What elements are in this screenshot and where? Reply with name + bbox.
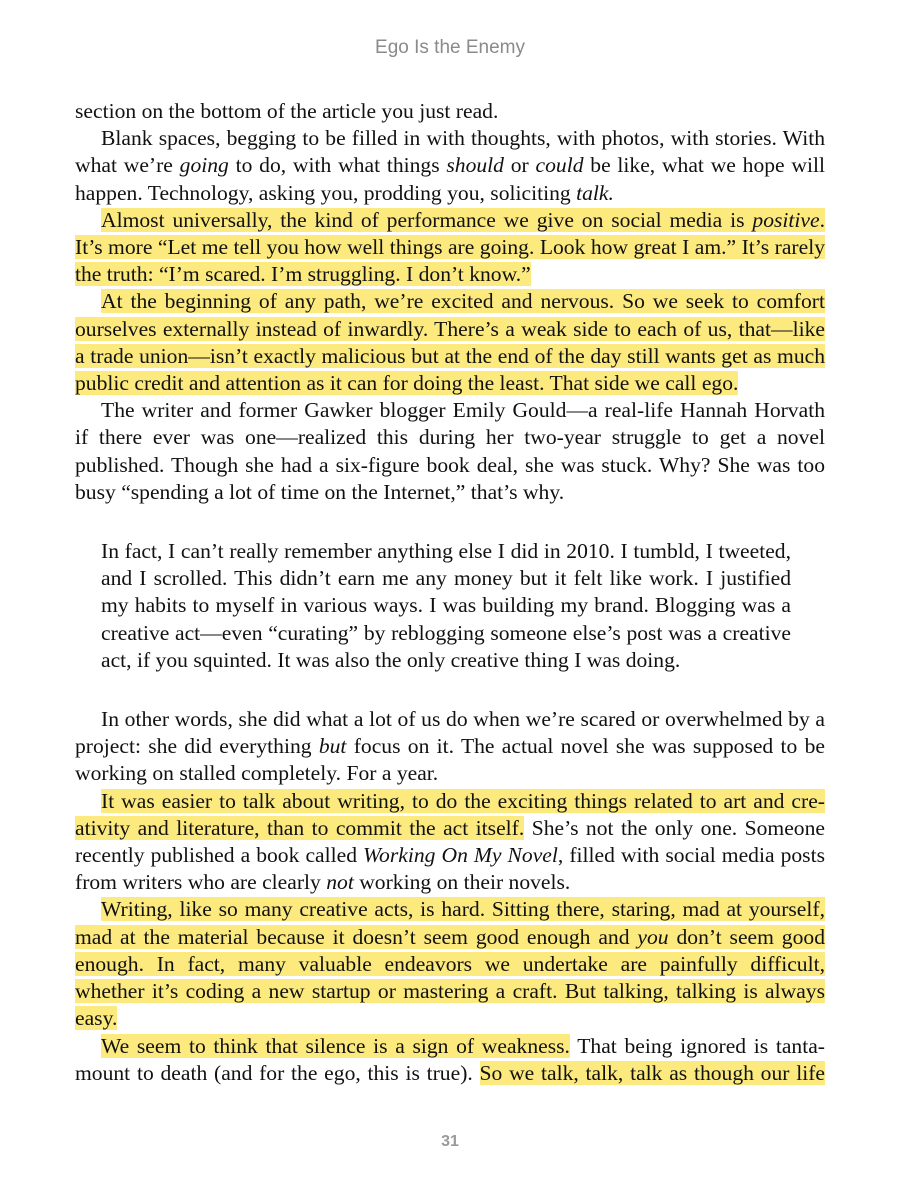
- text-run: working on their novels.: [353, 870, 571, 895]
- highlighted-text[interactable]: It was easier to talk about writing, to do the exciting things related to art and creativity and literature, than to commit the act itself.: [75, 788, 825, 840]
- book-title-header: Ego Is the Enemy: [375, 37, 525, 58]
- highlighted-italic-text[interactable]: positive: [752, 207, 820, 232]
- italic-text: should: [446, 153, 504, 178]
- paragraph: [75, 207, 825, 289]
- highlighted-text[interactable]: We seem to think that silence is a sign of weakness.: [101, 1033, 570, 1058]
- text-run: She’s not the only one. Someone recently published a book called: [75, 815, 825, 868]
- italic-text: not: [326, 870, 354, 895]
- highlighted-text[interactable]: Writing, like so many creative acts, is hard. Sitting there, staring, mad at yourself, mad at the material because it doesn’t seem good enough and: [75, 897, 825, 949]
- italic-text: but: [318, 734, 347, 759]
- highlighted-italic-text[interactable]: you: [637, 924, 669, 949]
- text-run: to do, with what things: [228, 153, 447, 178]
- page-text: [75, 98, 825, 1087]
- highlighted-text[interactable]: Almost universally, the kind of performance we give on social media is: [101, 207, 753, 232]
- text-run: That being ignored is tantamount to death (and for the ego, this is true).: [75, 1033, 825, 1085]
- highlighted-text[interactable]: don’t seem good enough. In fact, many valuable endeavors we undertake are painfully difficult, whether it’s coding a new startup or mastering a craft. But talking, talking is always easy.: [75, 924, 825, 1031]
- text-run: , filled with social media posts from writers who are clearly: [75, 843, 825, 895]
- paragraph-continuation: [75, 98, 825, 125]
- paragraph: [75, 706, 825, 788]
- block-quote: [101, 538, 791, 674]
- text-run: section on the bottom of the article you just read.: [75, 99, 499, 123]
- highlighted-text[interactable]: . It’s more “Let me tell you how well things are going. Look how great I am.” It’s rarely the truth: “I’m scared. I’m struggling. I don’t know.”: [75, 207, 825, 287]
- text-run: The writer and former Gawker blogger Emily Gould—a real-life Hannah Horvath if there ever was one—realized this during her two-year struggle to get a novel published. Though she had a six-figure book deal, she was stuck. Why? She was too busy “spending a lot of time on the Internet,” that’s why.: [75, 398, 825, 504]
- paragraph: [75, 788, 825, 897]
- text-run: In other words, she did what a lot of us do when we’re scared or overwhelmed by a project: she did everything: [75, 707, 825, 759]
- text-run: focus on it. The actual novel she was supposed to be working on stalled completely. For a year.: [75, 734, 825, 786]
- italic-text: going: [179, 153, 229, 178]
- text-run: be like, what we hope will happen. Technology, asking you, prodding you, soliciting: [75, 153, 825, 205]
- italic-text: Working On My Novel: [363, 843, 558, 868]
- text-run: In fact, I can’t really remember anything else I did in 2010. I tumbld, I tweeted, and I scrolled. This didn’t earn me any money but it felt like work. I justified my habits to myself in various ways. I was building my brand. Blogging was a creative act—even “curating” by reblogging someone else’s post was a creative act, if you squinted. It was also the only creative thing I was doing.: [101, 539, 791, 672]
- paragraph: [75, 125, 825, 207]
- highlighted-text[interactable]: So we talk, talk, talk as though our life: [479, 1060, 825, 1085]
- page-number: 31: [441, 1133, 459, 1150]
- italic-text: could: [535, 153, 584, 178]
- paragraph: [75, 1033, 825, 1087]
- italic-text: talk.: [576, 180, 614, 205]
- paragraph: [75, 896, 825, 1032]
- text-run: Blank spaces, begging to be filled in with thoughts, with photos, with stories. With what we’re: [75, 126, 825, 178]
- text-run: or: [503, 153, 536, 178]
- highlighted-text[interactable]: At the beginning of any path, we’re excited and nervous. So we seek to comfort ourselves externally instead of inwardly. There’s a weak side to each of us, that—like a trade union—isn’t exactly malicious but at the end of the day still wants get as much public credit and attention as it can for doing the least. That side we call ego.: [75, 289, 825, 396]
- paragraph: [75, 397, 825, 506]
- paragraph: [75, 288, 825, 397]
